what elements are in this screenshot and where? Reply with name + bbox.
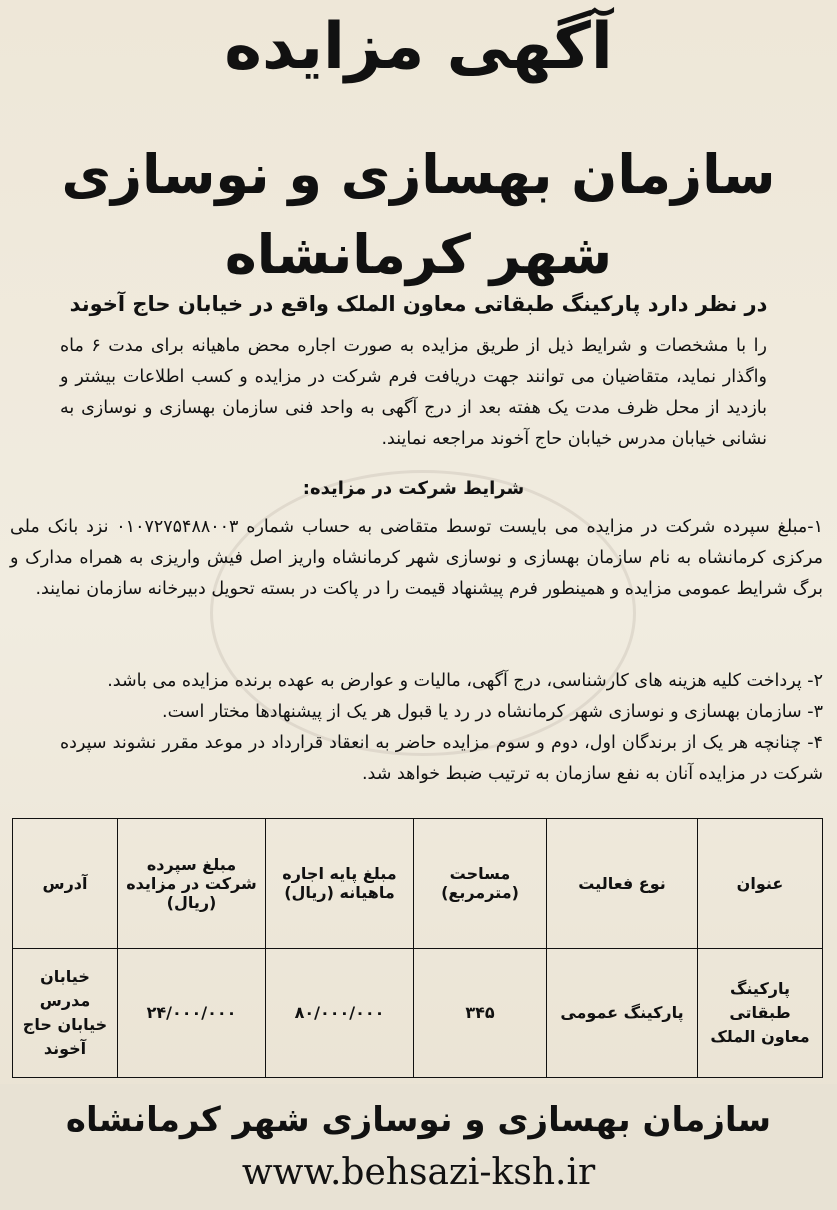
condition-item: ۴- چنانچه هر یک از برندگان اول، دوم و سوم مزایده حاضر به انعقاد قرارداد در موعد مقرر نشوند سپرده شرکت در مزایده آنان به نفع سازمان به ترتیب ضبط خواهد شد. xyxy=(60,733,823,784)
header-deposit: مبلغ سپرده شرکت در مزایده (ریال) xyxy=(118,819,266,949)
header-base-rent: مبلغ پایه اجاره ماهیانه (ریال) xyxy=(266,819,414,949)
headline-title: آگهی مزایده xyxy=(224,10,613,84)
organization-name-line1: سازمان بهسازی و نوسازی xyxy=(61,143,776,206)
header-title: عنوان xyxy=(698,819,823,949)
organization-name-line2: شهر کرمانشاه xyxy=(224,223,613,286)
condition-item: ۱-مبلغ سپرده شرکت در مزایده می بایست توسط متقاضی به حساب شماره ۰۱۰۷۲۷۵۴۸۸۰۰۳ نزد بانک ملی مرکزی کرمانشاه به نام سازمان بهسازی و نوسازی شهر کرمانشاه واریز اصل فیش واریزی به همراه مدارک و برگ شرایط عمومی مزایده و همینطور فرم پیشنهاد قیمت را در پاکت در بسته تحویل دبیرخانه سازمان نمایند. xyxy=(10,517,824,599)
footer-website[interactable]: www.behsazi-ksh.ir xyxy=(241,1152,596,1193)
cell-deposit: ۲۴/۰۰۰/۰۰۰ xyxy=(118,948,266,1078)
headline-banner xyxy=(0,0,837,106)
condition-item: ۳- سازمان بهسازی و نوسازی شهر کرمانشاه در رد یا قبول هر یک از پیشنهادها مختار است. xyxy=(162,702,823,722)
condition-item: ۲- پرداخت کلیه هزینه های کارشناسی، درج آگهی، مالیات و عوارض به عهده برنده مزایده می باشد. xyxy=(107,671,823,691)
auction-details-table xyxy=(12,818,823,1078)
table-header-row xyxy=(13,819,823,949)
intro-paragraph: را با مشخصات و شرایط ذیل از طریق مزایده به صورت اجاره محض ماهیانه برای مدت ۶ ماه واگذار نماید، متقاضیان می توانند جهت دریافت فرم شرکت در مزایده و کسب اطلاعات بیشتر و بازدید از محل ظرف مدت یک هفته بعد از درج آگهی به واحد فنی سازمان بهسازی و نوسازی به نشانی خیابان مدرس خیابان حاج آخوند مراجعه نمایند. xyxy=(60,336,767,449)
cell-activity: پارکینگ عمومی xyxy=(547,948,698,1078)
cell-title: پارکینگ طبقاتی معاون الملک xyxy=(698,948,823,1078)
header-area: مساحت (مترمربع) xyxy=(414,819,547,949)
cell-area: ۳۴۵ xyxy=(414,948,547,1078)
cell-address: خیابان مدرس خیابان حاج آخوند xyxy=(13,948,118,1078)
lead-sentence: در نظر دارد پارکینگ طبقاتی معاون الملک واقع در خیابان حاج آخوند xyxy=(69,292,768,316)
conditions-heading: شرایط شرکت در مزایده: xyxy=(302,478,525,499)
table-row xyxy=(13,948,823,1078)
header-address: آدرس xyxy=(13,819,118,949)
footer-organization: سازمان بهسازی و نوسازی شهر کرمانشاه xyxy=(65,1100,772,1140)
header-activity: نوع فعالیت xyxy=(547,819,698,949)
cell-base-rent: ۸۰/۰۰۰/۰۰۰ xyxy=(266,948,414,1078)
